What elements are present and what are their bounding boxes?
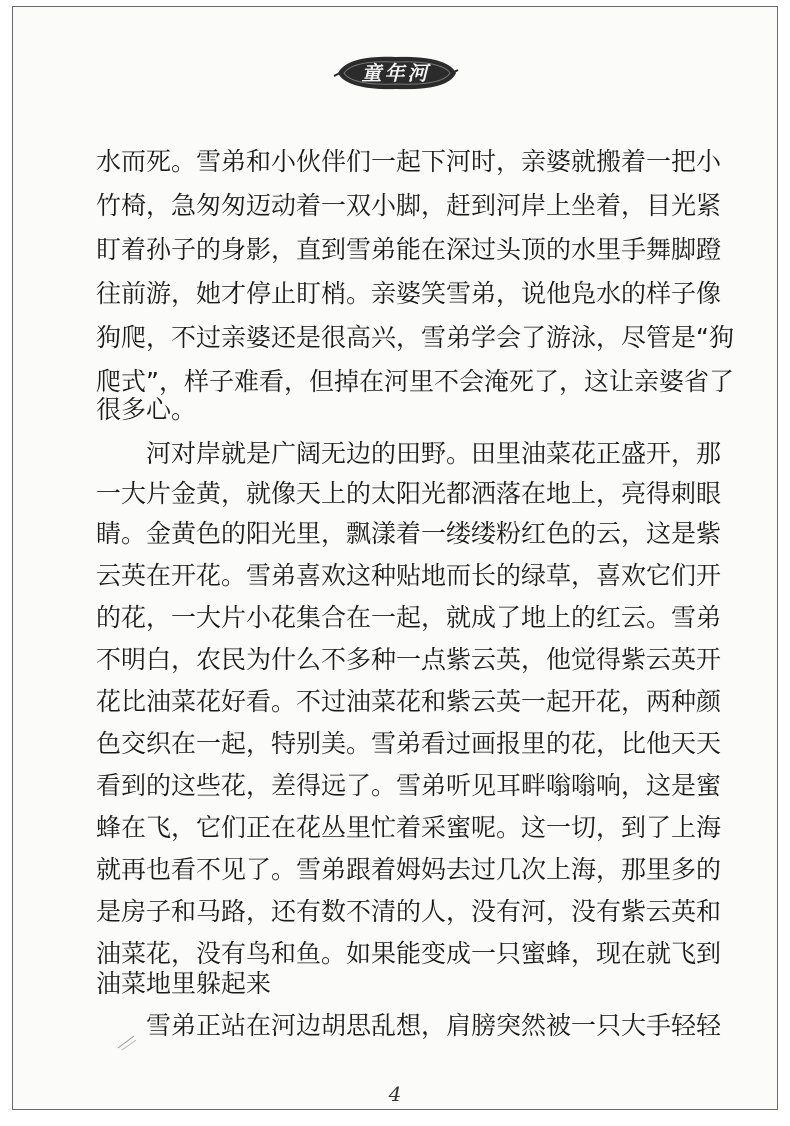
- text-line: 盯着孙子的身影，直到雪弟能在深过头顶的水里手舞脚蹬: [96, 235, 722, 264]
- text-line: 就再也看不见了。雪弟跟着姆妈去过几次上海，那里多的: [96, 855, 722, 884]
- text-line: 的花，一大片小花集合在一起，就成了地上的红云。雪弟: [96, 603, 722, 632]
- text-line: 狗爬，不过亲婆还是很高兴，雪弟学会了游泳，尽管是“狗: [96, 323, 734, 352]
- text-line: 水而死。雪弟和小伙伴们一起下河时，亲婆就搬着一把小: [96, 147, 722, 176]
- text-line: 很多心。: [96, 395, 197, 424]
- page-number: 4: [388, 1082, 402, 1106]
- running-header-badge: [332, 52, 460, 94]
- running-header-title: 童年河: [361, 61, 431, 85]
- text-line: 看到的这些花，差得远了。雪弟听见耳畔嗡嗡响，这是蜜: [96, 771, 722, 800]
- text-line: 雪弟正站在河边胡思乱想，肩膀突然被一只大手轻轻: [146, 1011, 722, 1040]
- text-line: 爬式”，样子难看，但掉在河里不会淹死了，这让亲婆省了: [96, 367, 734, 396]
- text-line: 花比油菜花好看。不过油菜花和紫云英一起开花，两种颜: [96, 687, 722, 716]
- text-line: 竹椅，急匆匆迈动着一双小脚，赶到河岸上坐着，目光紧: [96, 191, 722, 220]
- text-line: 云英在开花。雪弟喜欢这种贴地而长的绿草，喜欢它们开: [96, 561, 722, 590]
- text-line: 是房子和马路，还有数不清的人，没有河，没有紫云英和: [96, 897, 722, 926]
- text-line: 油菜花，没有鸟和鱼。如果能变成一只蜜蜂，现在就飞到: [96, 939, 722, 968]
- scan-mark-icon: [116, 1030, 138, 1052]
- text-line: 往前游，她才停止盯梢。亲婆笑雪弟，说他凫水的样子像: [96, 279, 722, 308]
- text-line: 一大片金黄，就像天上的太阳光都洒落在地上，亮得刺眼: [96, 479, 722, 508]
- text-line: 油菜地里躲起来: [96, 969, 272, 998]
- text-line: 睛。金黄色的阳光里，飘漾着一缕缕粉红色的云，这是紫: [96, 519, 722, 548]
- text-line: 色交织在一起，特别美。雪弟看过画报里的花，比他天天: [96, 729, 722, 758]
- text-line: 河对岸就是广阔无边的田野。田里油菜花正盛开，那: [146, 439, 722, 468]
- text-line: 蜂在飞，它们正在花丛里忙着采蜜呢。这一切，到了上海: [96, 813, 722, 842]
- text-line: 不明白，农民为什么不多种一点紫云英，他觉得紫云英开: [96, 645, 722, 674]
